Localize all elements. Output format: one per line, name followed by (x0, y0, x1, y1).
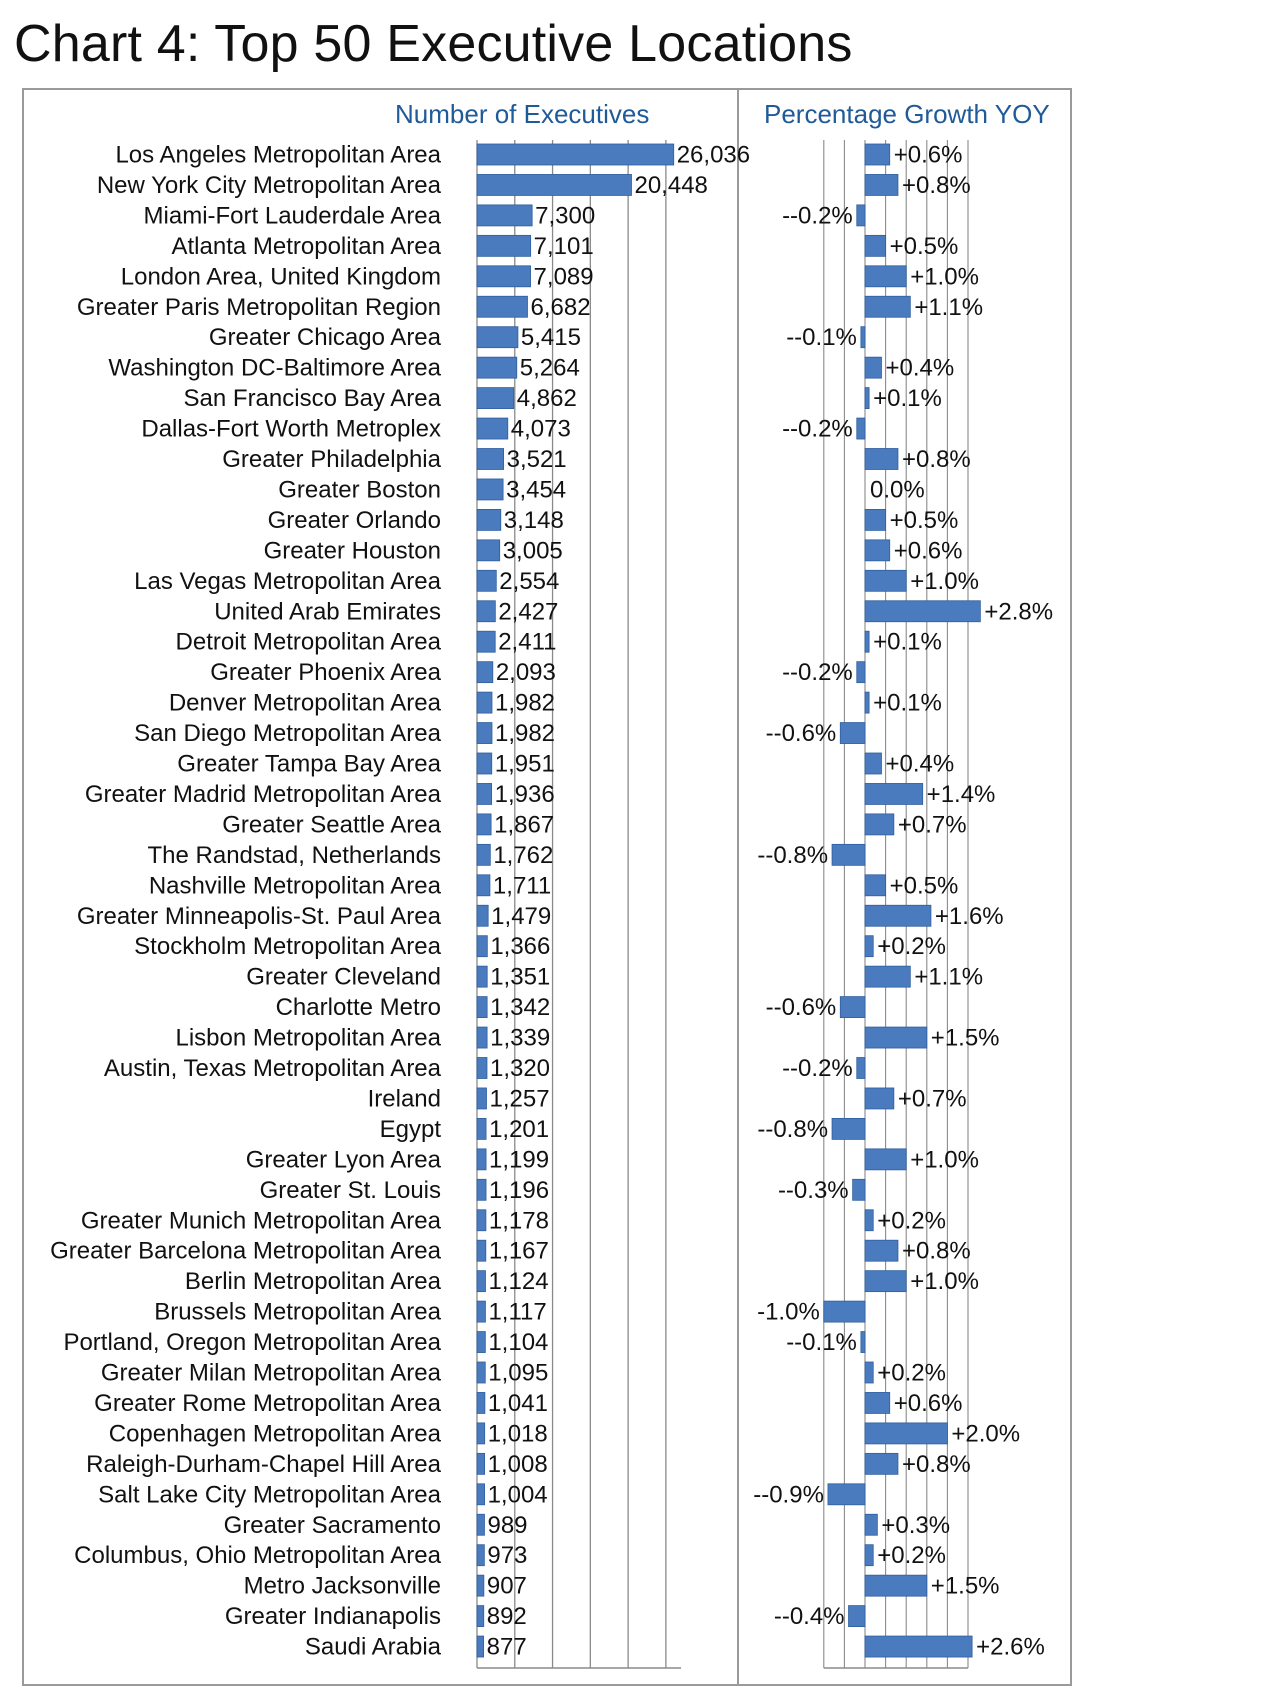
growth-value-label: +1.0% (910, 567, 979, 595)
growth-bar (865, 1545, 873, 1566)
growth-bar (865, 753, 881, 774)
category-label: San Francisco Bay Area (183, 385, 441, 413)
growth-value-label: --0.6% (765, 994, 837, 1022)
growth-value-label: +0.1% (873, 385, 942, 413)
growth-bar (865, 936, 873, 957)
executives-value-label: 1,167 (488, 1237, 549, 1265)
executives-bar (477, 875, 490, 896)
executives-value-label: 3,005 (502, 537, 563, 565)
growth-bar (865, 875, 886, 896)
executives-bar (477, 1240, 486, 1261)
executives-value-label: 1,178 (488, 1207, 549, 1235)
executives-bar (477, 266, 531, 287)
executives-value-label: 1,479 (491, 902, 552, 930)
growth-value-label: --0.2% (782, 659, 853, 687)
executives-bar (477, 692, 492, 713)
executives-bar (477, 844, 490, 865)
executives-bar (477, 1423, 485, 1444)
growth-bar (865, 509, 886, 530)
growth-value-label: +0.4% (885, 354, 955, 382)
executives-bar (477, 1118, 486, 1139)
executives-bar (477, 540, 500, 561)
growth-value-label: --0.2% (782, 1055, 853, 1082)
executives-value-label: 1,342 (490, 994, 551, 1022)
growth-bar (865, 1271, 906, 1292)
growth-value-label: +0.8% (901, 1237, 971, 1265)
growth-bar (865, 1575, 927, 1596)
executives-bar (477, 296, 527, 317)
growth-bar (832, 1118, 865, 1139)
growth-value-label: +1.5% (930, 1572, 1000, 1600)
growth-bar (865, 296, 910, 317)
category-label: Lisbon Metropolitan Area (175, 1024, 441, 1052)
growth-value-label: --0.4% (773, 1603, 845, 1631)
executives-value-label: 1,257 (489, 1085, 550, 1113)
executives-value-label: 1,867 (494, 811, 555, 839)
category-label: Portland, Oregon Metropolitan Area (63, 1329, 441, 1357)
growth-value-label: +1.6% (934, 902, 1004, 930)
growth-value-label: +0.8% (901, 171, 971, 199)
growth-bar (865, 357, 881, 378)
growth-value-label: --0.9% (753, 1481, 824, 1509)
growth-value-label: +0.6% (893, 1389, 963, 1417)
executives-bar (477, 509, 501, 530)
executives-value-label: 2,427 (498, 598, 559, 626)
right-panel-title: Percentage Growth YOY (764, 99, 1050, 129)
category-label: Denver Metropolitan Area (168, 689, 441, 717)
category-label: Greater Tampa Bay Area (177, 750, 441, 778)
executives-bar (477, 997, 487, 1018)
growth-bar (865, 388, 869, 409)
executives-value-label: 989 (487, 1511, 528, 1539)
category-label: Salt Lake City Metropolitan Area (98, 1481, 441, 1509)
executives-value-label: 973 (487, 1542, 528, 1570)
growth-bar (865, 1149, 906, 1170)
category-label: Berlin Metropolitan Area (184, 1268, 441, 1296)
growth-bar (832, 844, 865, 865)
executives-bar (477, 723, 492, 744)
category-label: United Arab Emirates (214, 598, 441, 626)
executives-bar (477, 1636, 484, 1657)
executives-bar (477, 357, 517, 378)
executives-bar (477, 1179, 486, 1200)
executives-bar (477, 1362, 485, 1383)
growth-bar (865, 1240, 898, 1261)
executives-value-label: 4,862 (516, 385, 577, 413)
executives-value-label: 1,104 (488, 1329, 549, 1357)
category-label: Greater Lyon Area (245, 1146, 441, 1174)
category-label: The Randstad, Netherlands (147, 841, 441, 869)
growth-bar (853, 1179, 865, 1200)
executives-bar (477, 1514, 484, 1535)
executives-bar (477, 327, 518, 348)
growth-value-label: +1.5% (930, 1024, 1000, 1052)
executives-bar (477, 814, 491, 835)
category-label: Greater Paris Metropolitan Region (76, 293, 441, 321)
category-label: Dallas-Fort Worth Metroplex (141, 415, 441, 443)
executives-value-label: 1,117 (488, 1298, 547, 1326)
growth-bar (849, 1606, 865, 1627)
executives-value-label: 6,682 (530, 293, 591, 321)
growth-bar (865, 449, 898, 470)
category-label: Greater Orlando (267, 506, 441, 534)
executives-bar (477, 570, 496, 591)
growth-bar (824, 1301, 865, 1322)
executives-bar (477, 1088, 486, 1109)
category-label: Austin, Texas Metropolitan Area (103, 1055, 441, 1082)
growth-bar (865, 601, 980, 622)
growth-value-label: +0.6% (893, 537, 963, 565)
executives-value-label: 1,196 (489, 1176, 550, 1204)
category-label: Greater Minneapolis-St. Paul Area (76, 902, 441, 930)
growth-value-label: +1.4% (926, 780, 996, 808)
executives-value-label: 1,366 (490, 933, 551, 961)
growth-bar (865, 1027, 927, 1048)
executives-value-label: 26,036 (676, 141, 751, 169)
executives-value-label: 1,095 (488, 1359, 549, 1387)
category-label: Greater Sacramento (223, 1511, 441, 1539)
growth-bar (865, 783, 923, 804)
executives-bar (477, 449, 504, 470)
growth-bar (865, 174, 898, 195)
executives-value-label: 1,320 (489, 1055, 551, 1082)
growth-value-label: +1.0% (910, 1268, 979, 1296)
executives-bar (477, 1271, 485, 1292)
executives-value-label: 20,448 (634, 171, 708, 199)
growth-value-label: --0.1% (786, 324, 857, 352)
category-label: Greater Barcelona Metropolitan Area (50, 1237, 441, 1265)
executives-bar (477, 1453, 485, 1474)
growth-value-label: +0.2% (877, 1542, 946, 1570)
executives-bar (477, 1058, 487, 1079)
growth-bar (865, 1423, 947, 1444)
growth-bar (861, 1332, 865, 1353)
growth-bar (840, 723, 865, 744)
executives-bar (477, 144, 674, 165)
executives-value-label: 1,951 (494, 750, 555, 778)
executives-value-label: 3,454 (506, 476, 567, 504)
executives-bar (477, 1149, 486, 1170)
growth-value-label: --0.2% (782, 415, 853, 443)
growth-value-label: +1.1% (914, 963, 984, 991)
executives-value-label: 4,073 (510, 415, 571, 443)
executives-value-label: 907 (486, 1572, 527, 1600)
category-label: Columbus, Ohio Metropolitan Area (74, 1542, 441, 1570)
growth-bar (840, 997, 865, 1018)
category-label: Atlanta Metropolitan Area (171, 232, 441, 260)
executives-bar (477, 1484, 485, 1505)
growth-value-label: +0.5% (889, 506, 959, 534)
growth-value-label: +2.6% (976, 1633, 1045, 1661)
category-label: Washington DC-Baltimore Area (108, 354, 441, 382)
growth-bar (865, 144, 890, 165)
executives-bar (477, 1575, 484, 1596)
executives-bar (477, 174, 631, 195)
growth-value-label: +1.0% (910, 1146, 979, 1174)
chart-title: Chart 4: Top 50 Executive Locations (14, 15, 853, 73)
growth-bar (865, 692, 869, 713)
growth-bar (865, 540, 890, 561)
category-label: Las Vegas Metropolitan Area (134, 567, 441, 595)
executives-bar (477, 966, 487, 987)
category-label: Greater Indianapolis (224, 1603, 441, 1631)
growth-value-label: --0.8% (757, 1115, 829, 1143)
category-label: Saudi Arabia (304, 1633, 441, 1661)
growth-value-label: +0.8% (901, 446, 971, 473)
category-label: Greater Milan Metropolitan Area (100, 1359, 441, 1387)
growth-bar (865, 966, 910, 987)
growth-value-label: +0.5% (889, 872, 959, 900)
category-label: Raleigh-Durham-Chapel Hill Area (86, 1450, 441, 1478)
executives-bar (477, 388, 514, 409)
growth-bar (857, 418, 865, 439)
growth-bar (865, 1088, 894, 1109)
executives-value-label: 1,199 (489, 1146, 550, 1174)
growth-value-label: --0.3% (777, 1176, 849, 1204)
growth-bar (857, 205, 865, 226)
executives-value-label: 1,982 (494, 720, 556, 748)
category-label: Greater Madrid Metropolitan Area (84, 780, 441, 808)
growth-value-label: +0.7% (897, 811, 967, 839)
growth-bar (865, 1453, 898, 1474)
executives-value-label: 1,351 (490, 963, 551, 991)
growth-bar (865, 1362, 873, 1383)
executives-bar (477, 479, 503, 500)
growth-value-label: +2.8% (984, 598, 1054, 626)
growth-value-label: +1.0% (910, 263, 979, 291)
executives-bar (477, 1545, 484, 1566)
executives-value-label: 7,300 (535, 202, 596, 230)
category-label: Greater Chicago Area (208, 324, 441, 352)
executives-bar (477, 1027, 487, 1048)
growth-bar (865, 1636, 972, 1657)
category-label: Metro Jacksonville (243, 1572, 441, 1600)
executives-value-label: 1,201 (489, 1115, 550, 1143)
executives-value-label: 7,089 (533, 263, 594, 291)
category-label: London Area, United Kingdom (120, 263, 441, 291)
category-label: Greater Houston (263, 537, 441, 565)
growth-value-label: +0.1% (873, 628, 942, 656)
executives-value-label: 7,101 (533, 232, 594, 260)
category-label: Greater Rome Metropolitan Area (94, 1389, 441, 1417)
growth-value-label: +0.4% (885, 750, 955, 778)
executives-bar (477, 783, 492, 804)
growth-bar (865, 1514, 877, 1535)
growth-value-label: --0.2% (782, 202, 853, 230)
executives-value-label: 1,762 (493, 841, 554, 869)
category-label: Greater Philadelphia (222, 446, 441, 473)
growth-value-label: --0.1% (786, 1329, 857, 1357)
growth-value-label: +0.6% (893, 141, 963, 169)
executives-value-label: 1,936 (494, 780, 555, 808)
category-label: Los Angeles Metropolitan Area (115, 141, 441, 169)
category-label: Greater St. Louis (259, 1176, 441, 1204)
executives-value-label: 2,093 (495, 659, 556, 687)
growth-bar (861, 327, 865, 348)
growth-bar (828, 1484, 865, 1505)
growth-bar (865, 266, 906, 287)
executives-value-label: 1,124 (488, 1268, 549, 1296)
category-label: Greater Phoenix Area (210, 659, 441, 687)
executives-bar (477, 205, 532, 226)
executives-bar (477, 1606, 484, 1627)
growth-value-label: +0.7% (897, 1085, 967, 1113)
growth-bar (865, 1210, 873, 1231)
executives-value-label: 1,004 (487, 1481, 548, 1509)
executives-value-label: 1,041 (487, 1389, 548, 1417)
growth-value-label: +1.1% (914, 293, 984, 321)
growth-bar (857, 662, 865, 683)
category-label: New York City Metropolitan Area (96, 171, 441, 199)
growth-bar (857, 1058, 865, 1079)
executives-value-label: 1,339 (490, 1024, 551, 1052)
category-label: Egypt (379, 1115, 441, 1143)
growth-bar (865, 1392, 890, 1413)
category-label: Greater Munich Metropolitan Area (80, 1207, 441, 1235)
growth-value-label: +0.2% (877, 1359, 946, 1387)
executives-value-label: 5,264 (519, 354, 580, 382)
growth-value-label: --0.8% (757, 841, 829, 869)
growth-value-label: --0.6% (765, 720, 837, 748)
category-label: Stockholm Metropolitan Area (134, 933, 441, 961)
category-label: Greater Boston (278, 476, 441, 504)
executives-value-label: 3,521 (506, 446, 567, 473)
executives-value-label: 1,982 (494, 689, 556, 717)
executives-value-label: 892 (486, 1603, 527, 1631)
growth-value-label: +2.0% (951, 1420, 1021, 1448)
executives-value-label: 1,018 (487, 1420, 548, 1448)
category-label: Miami-Fort Lauderdale Area (143, 202, 441, 230)
category-label: Charlotte Metro (275, 994, 441, 1022)
executives-bar (477, 1392, 485, 1413)
left-panel-title: Number of Executives (395, 99, 650, 129)
growth-bar (865, 814, 894, 835)
executives-bar (477, 662, 493, 683)
growth-value-label: +0.8% (901, 1450, 971, 1478)
executives-value-label: 3,148 (503, 506, 564, 534)
executives-value-label: 1,008 (487, 1450, 548, 1478)
executives-bar (477, 1332, 485, 1353)
executives-value-label: 5,415 (520, 324, 581, 352)
executives-bar (477, 1210, 486, 1231)
category-label: Brussels Metropolitan Area (154, 1298, 441, 1326)
executives-value-label: 2,411 (498, 628, 557, 656)
growth-value-label: +0.2% (877, 933, 946, 961)
executives-bar (477, 1301, 485, 1322)
category-label: Ireland (367, 1085, 441, 1113)
growth-value-label: 0.0% (870, 476, 925, 504)
executives-bar (477, 631, 495, 652)
growth-bar (865, 235, 886, 256)
executives-value-label: 2,554 (499, 567, 560, 595)
executives-bar (477, 936, 487, 957)
executives-value-label: 1,711 (492, 872, 552, 900)
category-label: Greater Cleveland (246, 963, 441, 991)
category-label: Greater Seattle Area (222, 811, 441, 839)
executives-bar (477, 601, 495, 622)
executives-bar (477, 905, 488, 926)
category-label: Copenhagen Metropolitan Area (108, 1420, 441, 1448)
executives-bar (477, 753, 492, 774)
growth-bar (865, 631, 869, 652)
growth-value-label: -1.0% (757, 1298, 820, 1326)
category-label: Detroit Metropolitan Area (175, 628, 441, 656)
executives-bar (477, 235, 531, 256)
growth-value-label: +0.2% (877, 1207, 946, 1235)
category-label: Nashville Metropolitan Area (148, 872, 441, 900)
growth-value-label: +0.1% (873, 689, 942, 717)
growth-value-label: +0.5% (889, 232, 959, 260)
category-label: San Diego Metropolitan Area (134, 720, 441, 748)
growth-bar (865, 570, 906, 591)
executives-bar (477, 418, 508, 439)
growth-bar (865, 905, 931, 926)
executives-value-label: 877 (486, 1633, 527, 1661)
growth-value-label: +0.3% (881, 1511, 951, 1539)
